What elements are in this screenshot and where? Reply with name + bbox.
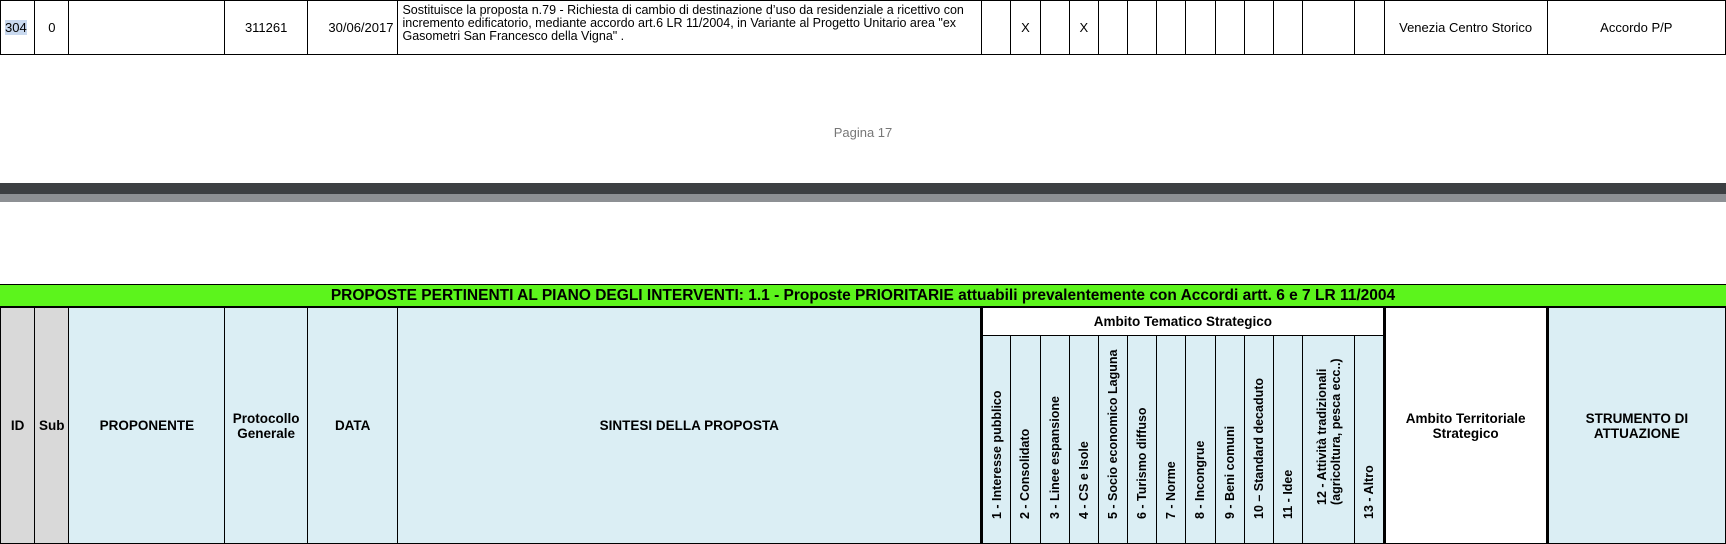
header-theme-12 bbox=[1303, 336, 1355, 544]
cell-theme-7 bbox=[1157, 1, 1186, 55]
cell-theme-3 bbox=[1040, 1, 1069, 55]
cell-theme-13 bbox=[1355, 1, 1384, 55]
header-theme-2 bbox=[1011, 336, 1040, 544]
cell-ambito-territoriale: Venezia Centro Storico bbox=[1384, 1, 1547, 55]
header-theme-10 bbox=[1244, 336, 1273, 544]
theme-3-label: 3 - Linee espansione bbox=[1047, 396, 1062, 519]
cell-theme-12 bbox=[1303, 1, 1355, 55]
cell-theme-2: X bbox=[1011, 1, 1040, 55]
header-theme-13 bbox=[1355, 336, 1384, 544]
selected-id-text[interactable]: 304 bbox=[5, 20, 27, 35]
header-id: ID bbox=[1, 308, 35, 544]
cell-theme-10 bbox=[1244, 1, 1273, 55]
theme-5-label: 5 - Socio economico Laguna bbox=[1105, 349, 1120, 519]
theme-2-label: 2 - Consolidato bbox=[1018, 428, 1033, 519]
theme-1-label: 1 - Interesse pubblico bbox=[989, 390, 1004, 519]
cell-data: 30/06/2017 bbox=[307, 1, 398, 55]
header-theme-1 bbox=[982, 336, 1011, 544]
section-banner: PROPOSTE PERTINENTI AL PIANO DEGLI INTERVENTI: 1.1 - Proposte PRIORITARIE attuabili prevalentemente con Accordi artt. 6 e 7 LR 11/2004 bbox=[0, 284, 1726, 307]
cell-id bbox=[1, 1, 35, 55]
cell-theme-9 bbox=[1215, 1, 1244, 55]
cell-proponente bbox=[69, 1, 225, 55]
cell-theme-4: X bbox=[1069, 1, 1098, 55]
theme-8-label: 8 - Incongrue bbox=[1193, 440, 1208, 519]
previous-proposal-row bbox=[0, 0, 1726, 55]
cell-theme-5 bbox=[1098, 1, 1127, 55]
header-sintesi: SINTESI DELLA PROPOSTA bbox=[398, 308, 982, 544]
header-ambito-territoriale: Ambito Territoriale Strategico bbox=[1384, 308, 1547, 544]
header-sub: Sub bbox=[35, 308, 69, 544]
header-proponente: PROPONENTE bbox=[69, 308, 225, 544]
cell-sintesi: Sostituisce la proposta n.79 - Richiesta di cambio di destinazione d’uso da residenziale a ricettivo con incremento edificatorio, mediante accordo art.6 LR 11/2004, in Variante al Progetto Unitario area "ex Gasometri San Francesco della Vigna" . bbox=[398, 1, 982, 55]
theme-13-label: 13 - Altro bbox=[1362, 465, 1376, 519]
page-separator-shadow bbox=[0, 194, 1726, 202]
header-protocollo: Protocollo Generale bbox=[225, 308, 308, 544]
header-data: DATA bbox=[307, 308, 398, 544]
theme-10-label: 10 – Standard decaduto bbox=[1251, 377, 1266, 519]
theme-9-label: 9 - Beni comuni bbox=[1222, 425, 1237, 519]
theme-12-label: 12 - Attività tradizionali (agricoltura, pesca ecc..) bbox=[1314, 358, 1343, 505]
header-ambito-tematico: Ambito Tematico Strategico bbox=[982, 308, 1384, 336]
theme-11-label: 11 - Idee bbox=[1280, 469, 1295, 519]
cell-theme-6 bbox=[1128, 1, 1157, 55]
header-theme-5 bbox=[1098, 336, 1127, 544]
cell-theme-1 bbox=[982, 1, 1011, 55]
header-theme-8 bbox=[1186, 336, 1215, 544]
header-strumento: STRUMENTO DI ATTUAZIONE bbox=[1547, 308, 1725, 544]
cell-sub: 0 bbox=[35, 1, 69, 55]
header-theme-3 bbox=[1040, 336, 1069, 544]
theme-4-label: 4 - CS e Isole bbox=[1076, 441, 1091, 519]
cell-strumento: Accordo P/P bbox=[1547, 1, 1725, 55]
cell-theme-8 bbox=[1186, 1, 1215, 55]
page-separator bbox=[0, 183, 1726, 194]
theme-7-label: 7 - Norme bbox=[1164, 461, 1179, 519]
page-number: Pagina 17 bbox=[833, 125, 893, 140]
header-theme-7 bbox=[1157, 336, 1186, 544]
table-header bbox=[0, 307, 1726, 544]
header-theme-4 bbox=[1069, 336, 1098, 544]
header-theme-6 bbox=[1128, 336, 1157, 544]
cell-protocollo: 311261 bbox=[225, 1, 308, 55]
cell-theme-11 bbox=[1273, 1, 1302, 55]
header-theme-9 bbox=[1215, 336, 1244, 544]
theme-6-label: 6 - Turismo diffuso bbox=[1135, 407, 1150, 519]
header-theme-11 bbox=[1273, 336, 1302, 544]
